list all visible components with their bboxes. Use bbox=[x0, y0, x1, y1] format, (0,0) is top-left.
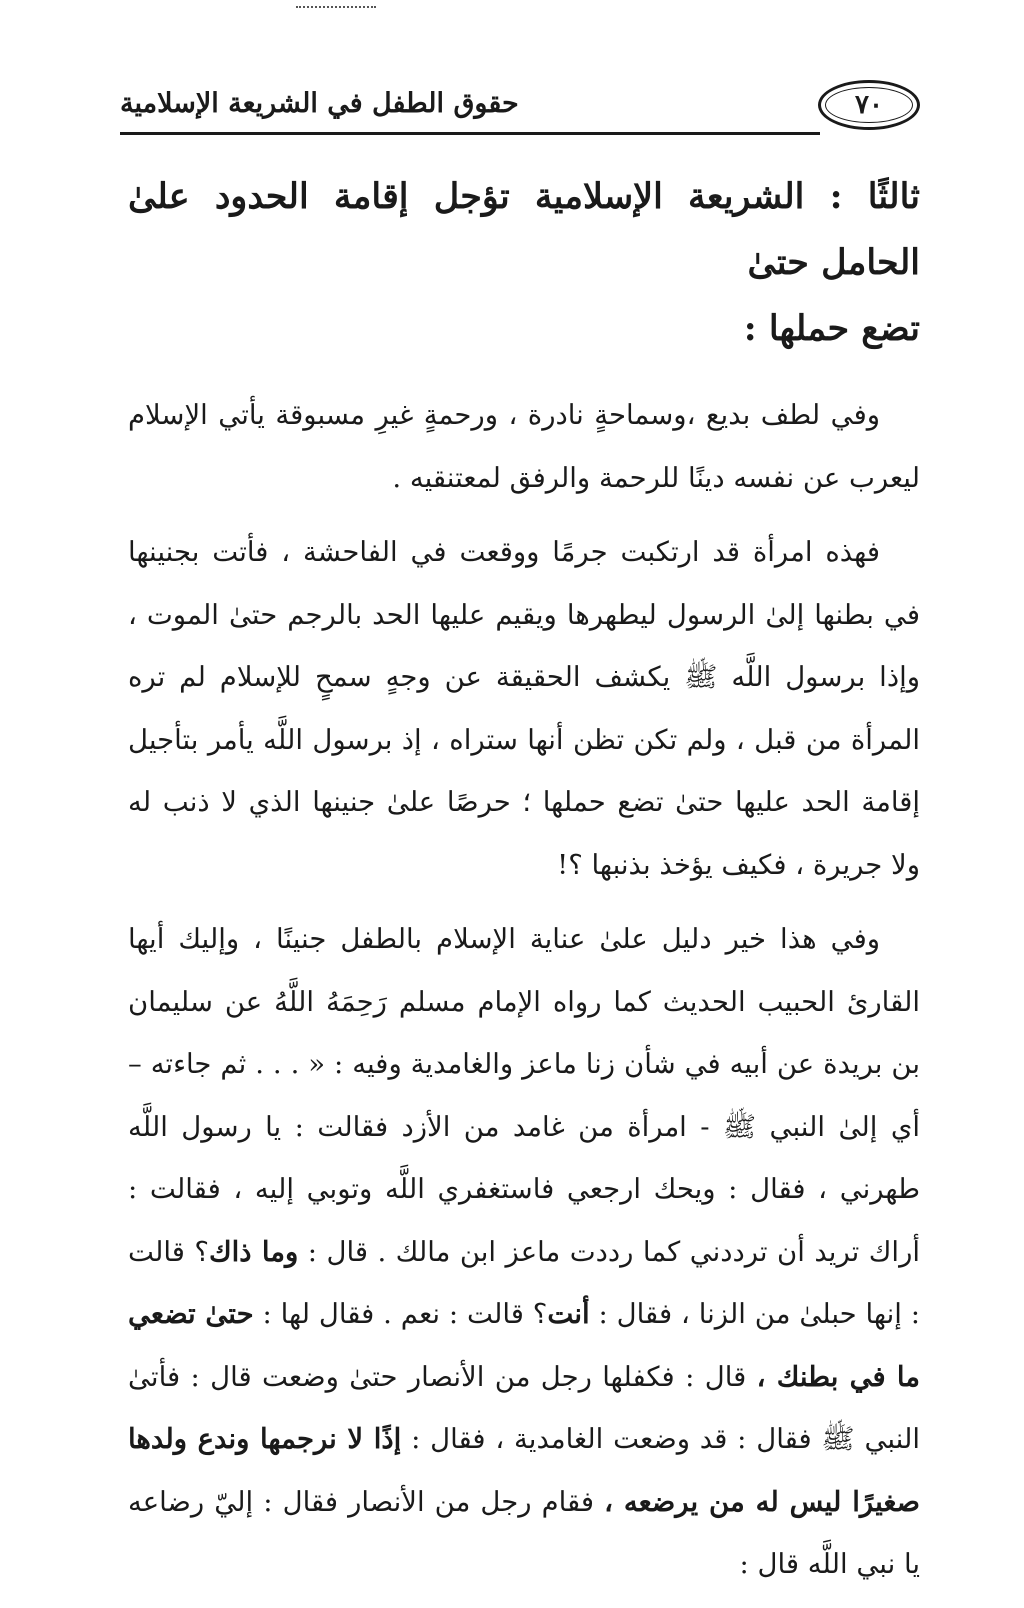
scan-mark bbox=[296, 0, 376, 8]
heading-line-2: تضع حملها : bbox=[743, 308, 920, 349]
main-text bbox=[128, 164, 920, 1608]
heading-line-1: ثالثًا : الشريعة الإسلامية تؤجل إقامة الحدود علىٰ الحامل حتىٰ bbox=[128, 176, 920, 283]
paragraph-2: فهذه امرأة قد ارتكبت جرمًا ووقعت في الفاحشة ، فأتت بجنينها في بطنها إلىٰ الرسول ليطهرها ويقيم عليها الحد بالرجم حتىٰ الموت ، وإذا برسول اللَّه ﷺ يكشف الحقيقة عن وجهٍ سمحٍ للإسلام لم تره المرأة من قبل ، ولم تكن تظن أنها ستراه ، إذ برسول اللَّه يأمر بتأجيل إقامة الحد عليها حتىٰ تضع حملها ؛ حرصًا علىٰ جنينها الذي لا ذنب له ولا جريرة ، فكيف يؤخذ بذنبها ؟! bbox=[128, 536, 920, 881]
paragraph-segment: وفي هذا خير دليل علىٰ عناية الإسلام بالطفل جنينًا ، وإليك أيها القارئ الحبيب الحديث كما رواه الإمام مسلم رَحِمَهُ اللَّهُ عن سليمان بن بريدة عن أبيه في شأن زنا ماعز والغامدية وفيه : « . . . ثم جاءته – أي إلىٰ النبي ﷺ - امرأة من غامد من الأزد فقالت : يا رسول اللَّه طهرني ، فقال : ويحك ارجعي فاستغفري اللَّه وتوبي إليه ، فقالت : أراك تريد أن ترددني كما رددت ماعز ابن مالك . قال : bbox=[128, 923, 920, 1268]
hadith-quote-bold: إذًا لا نرجمها وندع ولدها صغيرًا ليس له من يرضعه ، bbox=[128, 1423, 920, 1518]
page-number: ٧٠ bbox=[855, 90, 883, 120]
hadith-quote-bold: وما ذاك bbox=[208, 1235, 299, 1268]
section-heading bbox=[128, 164, 920, 362]
header-rule bbox=[120, 132, 820, 135]
running-title: حقوق الطفل في الشريعة الإسلامية bbox=[120, 88, 519, 119]
paragraph-segment: ؟ قالت : إنها حبلىٰ من الزنا ، فقال : bbox=[128, 1235, 920, 1330]
paragraph-3 bbox=[128, 908, 920, 1596]
hadith-quote-bold: حتىٰ تضعي ما في بطنك ، bbox=[128, 1298, 920, 1393]
paragraph-segment: ؟ قالت : نعم . فقال لها : bbox=[253, 1298, 548, 1330]
hadith-quote-bold: أنت bbox=[547, 1298, 590, 1330]
paragraph-segment: فقام رجل من الأنصار فقال : إليّ رضاعه يا نبي اللَّه قال : bbox=[128, 1485, 920, 1580]
page-number-frame bbox=[818, 80, 920, 130]
page-header bbox=[100, 78, 930, 138]
paragraph-1: وفي لطف بديع ،وسماحةٍ نادرة ، ورحمةٍ غيرِ مسبوقة يأتي الإسلام ليعرب عن نفسه دينًا للرحمة والرفق لمعتنقيه . bbox=[128, 399, 920, 494]
paragraph-segment: قال : فكفلها رجل من الأنصار حتىٰ وضعت قال : فأتىٰ النبي ﷺ فقال : قد وضعت الغامدية ، فقال : bbox=[128, 1360, 920, 1455]
